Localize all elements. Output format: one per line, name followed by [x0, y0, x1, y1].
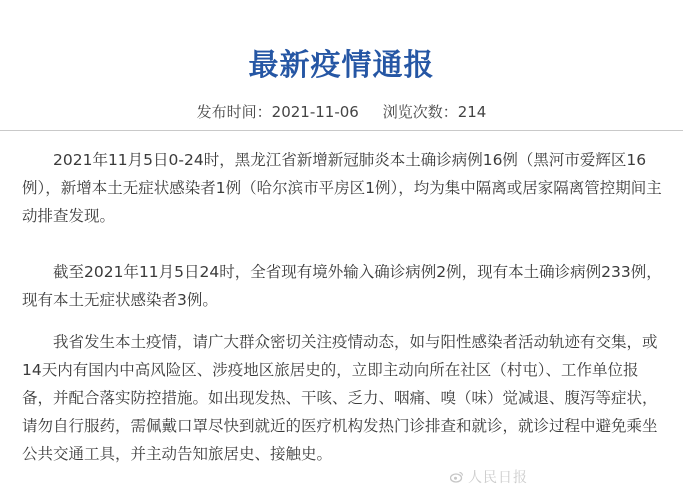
publish-label: 发布时间： — [196, 103, 272, 121]
watermark-text: 人民日报 — [468, 470, 528, 486]
divider — [0, 130, 683, 131]
views-label: 浏览次数： — [382, 103, 458, 121]
weibo-icon — [450, 470, 464, 484]
paragraph-3: 我省发生本土疫情，请广大群众密切关注疫情动态，如与阳性感染者活动轨迹有交集，或14天内有国内中高风险区、涉疫地区旅居史的，立即主动向所在社区（村屯）、工作单位报备，并配合落实防控措施。如出现发热、干咳、乏力、咽痛、嗅（味）觉减退、腹泻等症状，请勿自行服药，需佩戴口罩尽快到就近的医疗机构发热门诊排查和就诊，就诊过程中避免乘坐公共交通工具，并主动告知旅居史、接触史。 — [22, 333, 658, 463]
article-title: 最新疫情通报 — [248, 48, 435, 83]
paragraph-1: 2021年11月5日0-24时，黑龙江省新增新冠肺炎本土确诊病例16例（黑河市爱辉区16例），新增本土无症状感染者1例（哈尔滨市平房区1例），均为集中隔离或居家隔离管控期间主动排查发现。 — [22, 151, 662, 225]
article-meta — [0, 101, 683, 122]
views-count: 214 — [457, 103, 487, 121]
watermark — [450, 467, 528, 487]
publish-date: 2021-11-06 — [271, 103, 359, 121]
paragraph-2: 截至2021年11月5日24时，全省现有境外输入确诊病例2例，现有本土确诊病例233例，现有本土无症状感染者3例。 — [22, 263, 662, 309]
